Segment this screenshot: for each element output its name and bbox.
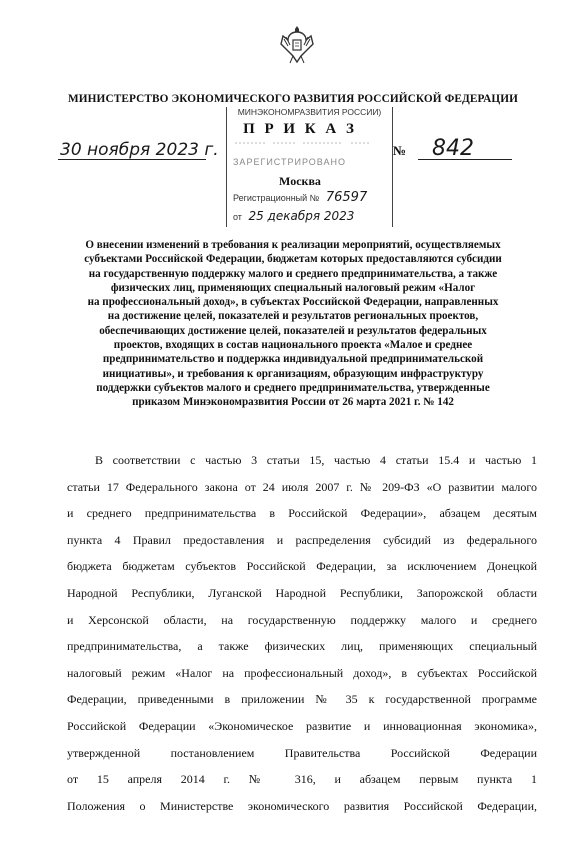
body-line: от 15 апреля 2014 г. № 316, и абзацем первым пункта 1: [67, 772, 537, 787]
date-underline: [58, 159, 206, 160]
body-line: пункта 4 Правил предоставления и распределения субсидий из федерального: [67, 532, 537, 547]
heading-line: О внесении изменений в требования к реализации мероприятий, осуществляемых: [85, 239, 501, 251]
stamp-organization: МИНЭКОНОМРАЗВИТИЯ РОССИИ): [237, 107, 382, 117]
order-title: П Р И К А З: [243, 121, 357, 137]
heading-line: инициативы», и требования к организациям, образующим инфраструктуру: [102, 367, 484, 380]
stamp-faded-line: ЗАРЕГИСТРИРОВАНО: [233, 157, 346, 167]
body-line: статьи 17 Федерального закона от 24 июля 2007 г. № 209-ФЗ «О развитии малого: [67, 479, 537, 494]
body-line: предпринимательства, а также физических лиц, применяющих специальный: [67, 639, 537, 654]
body-line: утвержденной постановлением Правительства Российской Федерации: [67, 745, 537, 760]
body-line: Народной Республики, Луганской Народной Республики, Запорожской области: [67, 585, 537, 600]
order-heading: [28, 238, 558, 410]
order-date: 30 ноября 2023 г.: [60, 140, 219, 160]
order-number: 842: [432, 136, 474, 161]
body-line: налоговый режим «Налог на профессиональный доход», в субъектах Российской: [67, 665, 537, 680]
stamp-registration-number: 76597: [325, 190, 368, 205]
city-name: Москва: [279, 174, 321, 188]
heading-line: субъектами Российской Федерации, бюджетам которых предоставляются субсидии: [84, 253, 502, 266]
body-line: Положения о Министерстве экономического развития Российской Федерации,: [67, 798, 537, 813]
stamp-date-row: [233, 209, 386, 223]
heading-line: предпринимательство и поддержка индивидуальной предпринимательской: [102, 353, 484, 366]
stamp-registration-row: [233, 190, 386, 205]
ministry-name: МИНИСТЕРСТВО ЭКОНОМИЧЕСКОГО РАЗВИТИЯ РОССИЙСКОЙ ФЕДЕРАЦИИ: [68, 93, 518, 105]
body-line: и среднего предпринимательства в Российской Федерации», абзацем десятым: [67, 506, 537, 521]
body-line: В соответствии с частью 3 статьи 15, частью 4 статьи 15.4 и частью 1: [95, 453, 537, 467]
heading-line: проектов, входящих в состав национального проекта «Малое и среднее: [113, 339, 473, 352]
body-line: и Херсонской области, на государственную поддержку малого и среднего: [67, 612, 537, 627]
number-sign: №: [393, 143, 407, 158]
heading-line: на достижение целей, показателей и результатов региональных проектов,: [107, 310, 479, 323]
heading-line: поддержки субъектов малого и среднего предпринимательства, утвержденные: [96, 381, 490, 394]
body-line: Федерации, приведенными в приложении № 35 к государственной программе: [67, 692, 537, 707]
heading-line: приказом Минэкономразвития России от 26 марта 2021 г. № 142: [132, 396, 454, 409]
stamp-registration-label: Регистрационный №: [233, 193, 320, 203]
heading-line: обеспечивающих достижение целей, показателей и результатов федеральных: [99, 324, 487, 337]
coat-of-arms-icon: [280, 22, 314, 66]
heading-line: физических лиц, применяющих специальный налоговый режим «Налог: [110, 281, 476, 294]
body-line: Российской Федерации «Экономическое развитие и инновационная экономика»,: [67, 718, 537, 733]
heading-line: на государственную поддержку малого и среднего предпринимательства, а также: [88, 267, 498, 280]
stamp-registration-date: 25 декабря 2023: [248, 209, 355, 223]
number-underline: [418, 159, 512, 160]
heading-line: на профессиональный доход», в субъектах Российской Федерации, направленных: [87, 296, 499, 309]
body-paragraph: [67, 447, 537, 819]
body-line: бюджета бюджетам субъектов Российской Федерации, за исключением Донецкой: [67, 559, 537, 574]
stamp-date-prefix: от: [233, 212, 242, 222]
